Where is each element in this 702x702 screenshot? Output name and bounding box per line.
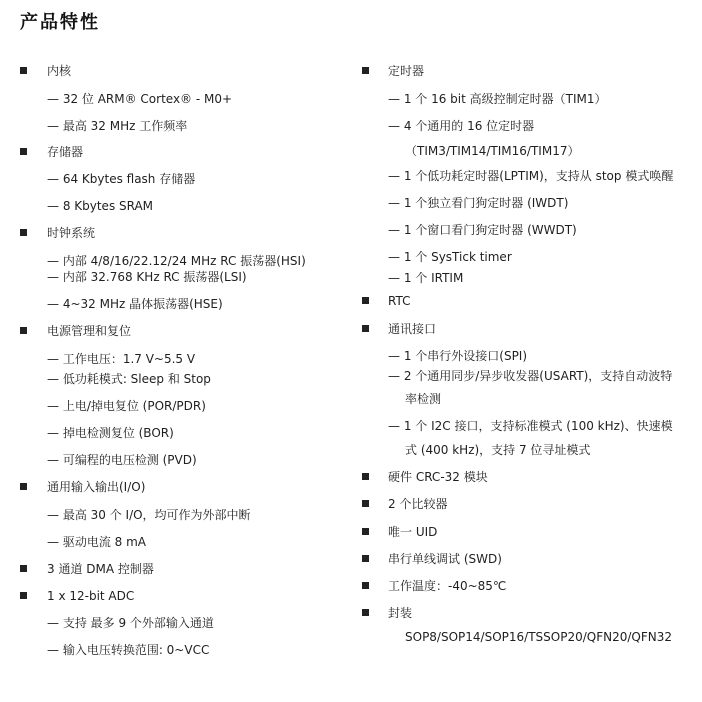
- feature-section-title: RTC: [388, 294, 411, 308]
- feature-detail-item: — 1 个 16 bit 高级控制定时器（TIM1）: [388, 92, 607, 106]
- feature-detail-item: — 8 Kbytes SRAM: [47, 199, 154, 213]
- page-title: 产品特性: [20, 12, 100, 33]
- feature-detail-item: — 最高 30 个 I/O，均可作为外部中断: [47, 508, 251, 522]
- feature-section-title: 唯一 UID: [388, 525, 438, 539]
- square-bullet-icon: [362, 325, 369, 332]
- feature-detail-item: — 1 个 I2C 接口，支持标准模式 (100 kHz)、快速模: [388, 419, 673, 433]
- feature-detail-item: — 输入电压转换范围: 0~VCC: [47, 643, 210, 657]
- feature-detail-item: — 驱动电流 8 mA: [47, 535, 146, 549]
- feature-section-title: 工作温度：-40~85℃: [388, 579, 507, 593]
- feature-section-title: 通讯接口: [388, 322, 437, 336]
- feature-detail-item: 率检测: [405, 392, 442, 406]
- square-bullet-icon: [20, 565, 27, 572]
- square-bullet-icon: [20, 592, 27, 599]
- feature-section-title: 2 个比较器: [388, 497, 448, 511]
- feature-section-title: 内核: [47, 64, 72, 78]
- square-bullet-icon: [362, 297, 369, 304]
- feature-detail-item: — 内部 32.768 KHz RC 振荡器(LSI): [47, 270, 247, 284]
- feature-section-title: 串行单线调试 (SWD): [388, 552, 502, 566]
- square-bullet-icon: [20, 148, 27, 155]
- feature-detail-item: — 1 个 IRTIM: [388, 271, 464, 285]
- feature-detail-item: — 内部 4/8/16/22.12/24 MHz RC 振荡器(HSI): [47, 254, 306, 268]
- square-bullet-icon: [20, 327, 27, 334]
- feature-detail-item: 式 (400 kHz)，支持 7 位寻址模式: [405, 443, 591, 457]
- feature-section-title: 1 x 12-bit ADC: [47, 589, 135, 603]
- feature-detail-item: — 低功耗模式: Sleep 和 Stop: [47, 372, 211, 386]
- feature-detail-item: — 1 个独立看门狗定时器 (IWDT): [388, 196, 569, 210]
- feature-detail-item: — 32 位 ARM® Cortex® - M0+: [47, 92, 233, 106]
- square-bullet-icon: [362, 528, 369, 535]
- square-bullet-icon: [20, 229, 27, 236]
- feature-section-title: 通用输入输出(I/O): [47, 480, 146, 494]
- feature-detail-item: — 4~32 MHz 晶体振荡器(HSE): [47, 297, 223, 311]
- square-bullet-icon: [20, 67, 27, 74]
- feature-section-title: 存储器: [47, 145, 84, 159]
- feature-detail-item: — 1 个窗口看门狗定时器 (WWDT): [388, 223, 577, 237]
- feature-section-title: 时钟系统: [47, 226, 96, 240]
- feature-detail-item: — 上电/掉电复位 (POR/PDR): [47, 399, 206, 413]
- square-bullet-icon: [362, 582, 369, 589]
- square-bullet-icon: [20, 483, 27, 490]
- feature-section-title: 硬件 CRC-32 模块: [388, 470, 488, 484]
- feature-detail-item: — 1 个 SysTick timer: [388, 250, 512, 264]
- feature-detail-item: — 掉电检测复位 (BOR): [47, 426, 174, 440]
- square-bullet-icon: [362, 609, 369, 616]
- feature-detail-item: SOP8/SOP14/SOP16/TSSOP20/QFN20/QFN32: [405, 630, 672, 644]
- feature-detail-item: — 64 Kbytes flash 存储器: [47, 172, 196, 186]
- feature-section-title: 封装: [388, 606, 413, 620]
- feature-detail-item: — 4 个通用的 16 位定时器: [388, 119, 535, 133]
- feature-detail-item: — 支持 最多 9 个外部输入通道: [47, 616, 214, 630]
- feature-detail-item: — 最高 32 MHz 工作频率: [47, 119, 188, 133]
- feature-detail-item: — 工作电压：1.7 V~5.5 V: [47, 352, 196, 366]
- feature-detail-item: — 1 个低功耗定时器(LPTIM)，支持从 stop 模式唤醒: [388, 169, 674, 183]
- feature-section-title: 定时器: [388, 64, 425, 78]
- feature-detail-item: — 1 个串行外设接口(SPI): [388, 349, 528, 363]
- square-bullet-icon: [362, 473, 369, 480]
- feature-detail-item: — 可编程的电压检测 (PVD): [47, 453, 197, 467]
- square-bullet-icon: [362, 555, 369, 562]
- feature-section-title: 3 通道 DMA 控制器: [47, 562, 154, 576]
- feature-section-title: 电源管理和复位: [47, 324, 132, 338]
- feature-detail-item: — 2 个通用同步/异步收发器(USART)，支持自动波特: [388, 369, 673, 383]
- square-bullet-icon: [362, 67, 369, 74]
- feature-detail-item: （TIM3/TIM14/TIM16/TIM17）: [405, 144, 580, 158]
- square-bullet-icon: [362, 500, 369, 507]
